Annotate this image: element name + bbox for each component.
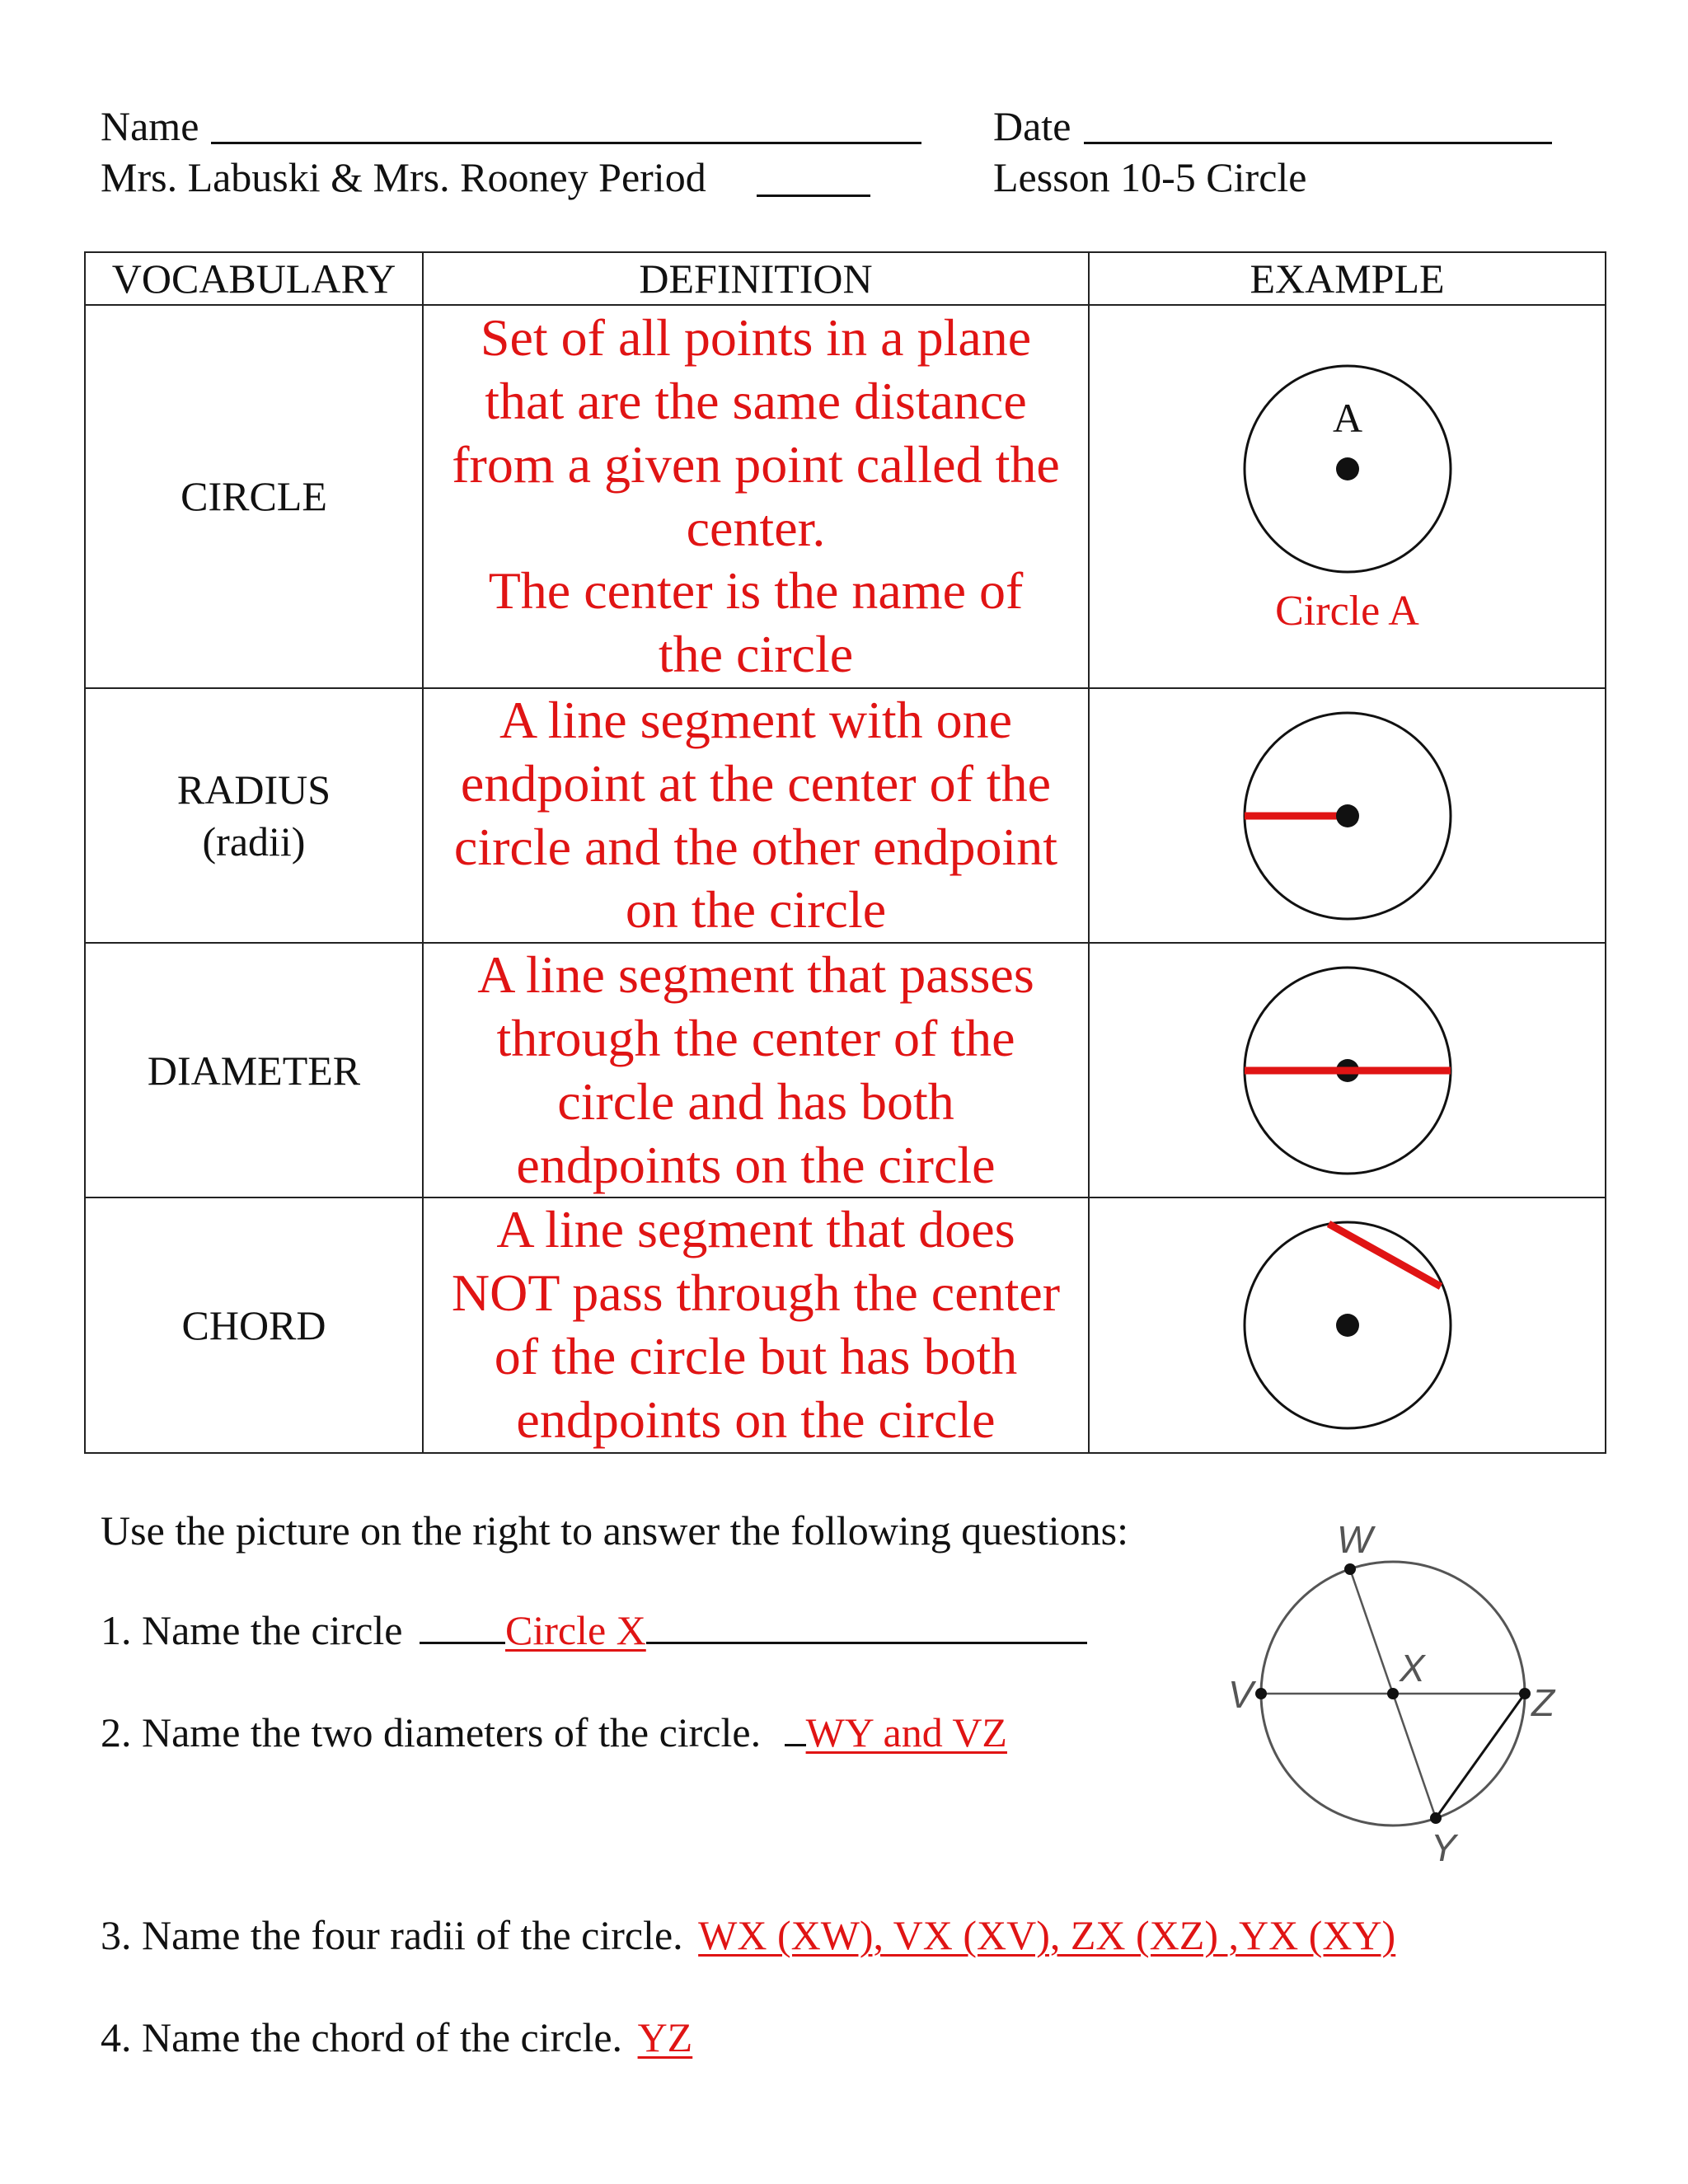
radius-example-figure (1236, 705, 1459, 927)
example-cell (1089, 943, 1606, 1197)
questions-intro: Use the picture on the right to answer the following questions: (101, 1507, 1128, 1554)
date-blank[interactable] (1084, 142, 1552, 144)
definition-cell (423, 305, 1089, 688)
term-diameter: DIAMETER (147, 1047, 361, 1094)
table-header-row (85, 252, 1606, 305)
answer-blank-lead (420, 1641, 505, 1644)
definition-line: on the circle (625, 880, 887, 940)
column-header-example: EXAMPLE (1089, 252, 1606, 305)
term-radius: RADIUS (176, 766, 331, 813)
term-cell (85, 305, 423, 688)
term-circle: CIRCLE (181, 473, 327, 520)
definition-cell (423, 943, 1089, 1197)
definition-cell (423, 688, 1089, 943)
period-blank[interactable] (757, 194, 870, 197)
table-row-diameter (85, 943, 1606, 1197)
circle-x-figure (1220, 1516, 1566, 1871)
example-cell (1089, 305, 1606, 688)
definition-line: Set of all points in a plane (480, 308, 1032, 368)
name-blank[interactable] (211, 142, 921, 144)
column-header-definition: DEFINITION (423, 252, 1089, 305)
label-w: W (1337, 1518, 1373, 1561)
definition-line: The center is the name of (488, 561, 1024, 621)
label-x: X (1400, 1647, 1425, 1690)
point-x (1387, 1688, 1399, 1699)
question-1 (101, 1607, 1087, 1653)
definition-line: through the center of the (496, 1008, 1015, 1067)
center-point (1336, 1314, 1359, 1337)
question-prompt: 3. Name the four radii of the circle. (101, 1912, 683, 1958)
answer-2[interactable]: WY and VZ (805, 1709, 1007, 1755)
column-header-vocabulary: VOCABULARY (85, 252, 423, 305)
definition-line: of the circle but has both (494, 1326, 1018, 1385)
question-4 (101, 2014, 693, 2060)
term-cell (85, 943, 423, 1197)
definition-line: from a given point called the (452, 434, 1060, 494)
definition-line: A line segment that does (496, 1200, 1015, 1259)
label-y: Y (1431, 1826, 1456, 1869)
term-subtitle: (radii) (202, 818, 306, 865)
point-v (1255, 1688, 1267, 1699)
definition-line: center. (686, 498, 826, 557)
point-y (1430, 1812, 1442, 1824)
definition-line: endpoints on the circle (516, 1390, 996, 1449)
center-label: A (1332, 395, 1362, 441)
point-z (1519, 1688, 1531, 1699)
point-w (1344, 1563, 1356, 1575)
center-point (1336, 457, 1359, 480)
label-z: Z (1531, 1681, 1555, 1724)
term-cell (85, 688, 423, 943)
example-cell (1089, 688, 1606, 943)
center-point (1336, 804, 1359, 827)
question-prompt: 4. Name the chord of the circle. (101, 2014, 623, 2060)
circle-example-figure (1236, 358, 1459, 580)
definition-line: that are the same distance (485, 371, 1027, 430)
term-chord: CHORD (181, 1301, 326, 1348)
table-row-radius (85, 688, 1606, 943)
teachers-label: Mrs. Labuski & Mrs. Rooney Period (101, 154, 706, 200)
example-cell (1089, 1197, 1606, 1452)
answer-1[interactable]: Circle X (504, 1607, 646, 1653)
table-row-circle (85, 305, 1606, 688)
answer-blank-lead (785, 1743, 806, 1746)
question-3 (101, 1912, 1396, 1958)
answer-4[interactable]: YZ (637, 2014, 693, 2060)
answer-blank-tail (646, 1641, 1087, 1644)
definition-line: circle and the other endpoint (453, 817, 1058, 876)
definition-line: endpoint at the center of the (460, 753, 1052, 813)
question-2 (101, 1709, 1007, 1755)
chord-yz (1436, 1694, 1525, 1818)
term-cell (85, 1197, 423, 1452)
definition-line: the circle (658, 625, 854, 684)
vocabulary-table (84, 251, 1606, 1454)
definition-line: circle and has both (557, 1071, 954, 1131)
diameter-example-figure (1236, 959, 1459, 1182)
date-label: Date (993, 103, 1071, 149)
definition-line: A line segment with one (499, 691, 1013, 749)
question-prompt: 2. Name the two diameters of the circle. (101, 1709, 762, 1755)
question-prompt: 1. Name the circle (101, 1607, 403, 1653)
definition-line: endpoints on the circle (516, 1135, 996, 1194)
example-caption: Circle A (1275, 588, 1419, 635)
lesson-title: Lesson 10-5 Circle (993, 154, 1307, 200)
label-v: V (1228, 1673, 1254, 1716)
definition-line: NOT pass through the center (451, 1263, 1061, 1323)
table-row-chord (85, 1197, 1606, 1452)
definition-line: A line segment that passes (477, 945, 1034, 1005)
chord-example-figure (1236, 1214, 1459, 1436)
definition-cell (423, 1197, 1089, 1452)
answer-3[interactable]: WX (XW), VX (XV), ZX (XZ) ,YX (XY) (698, 1912, 1396, 1958)
name-label: Name (101, 103, 199, 149)
